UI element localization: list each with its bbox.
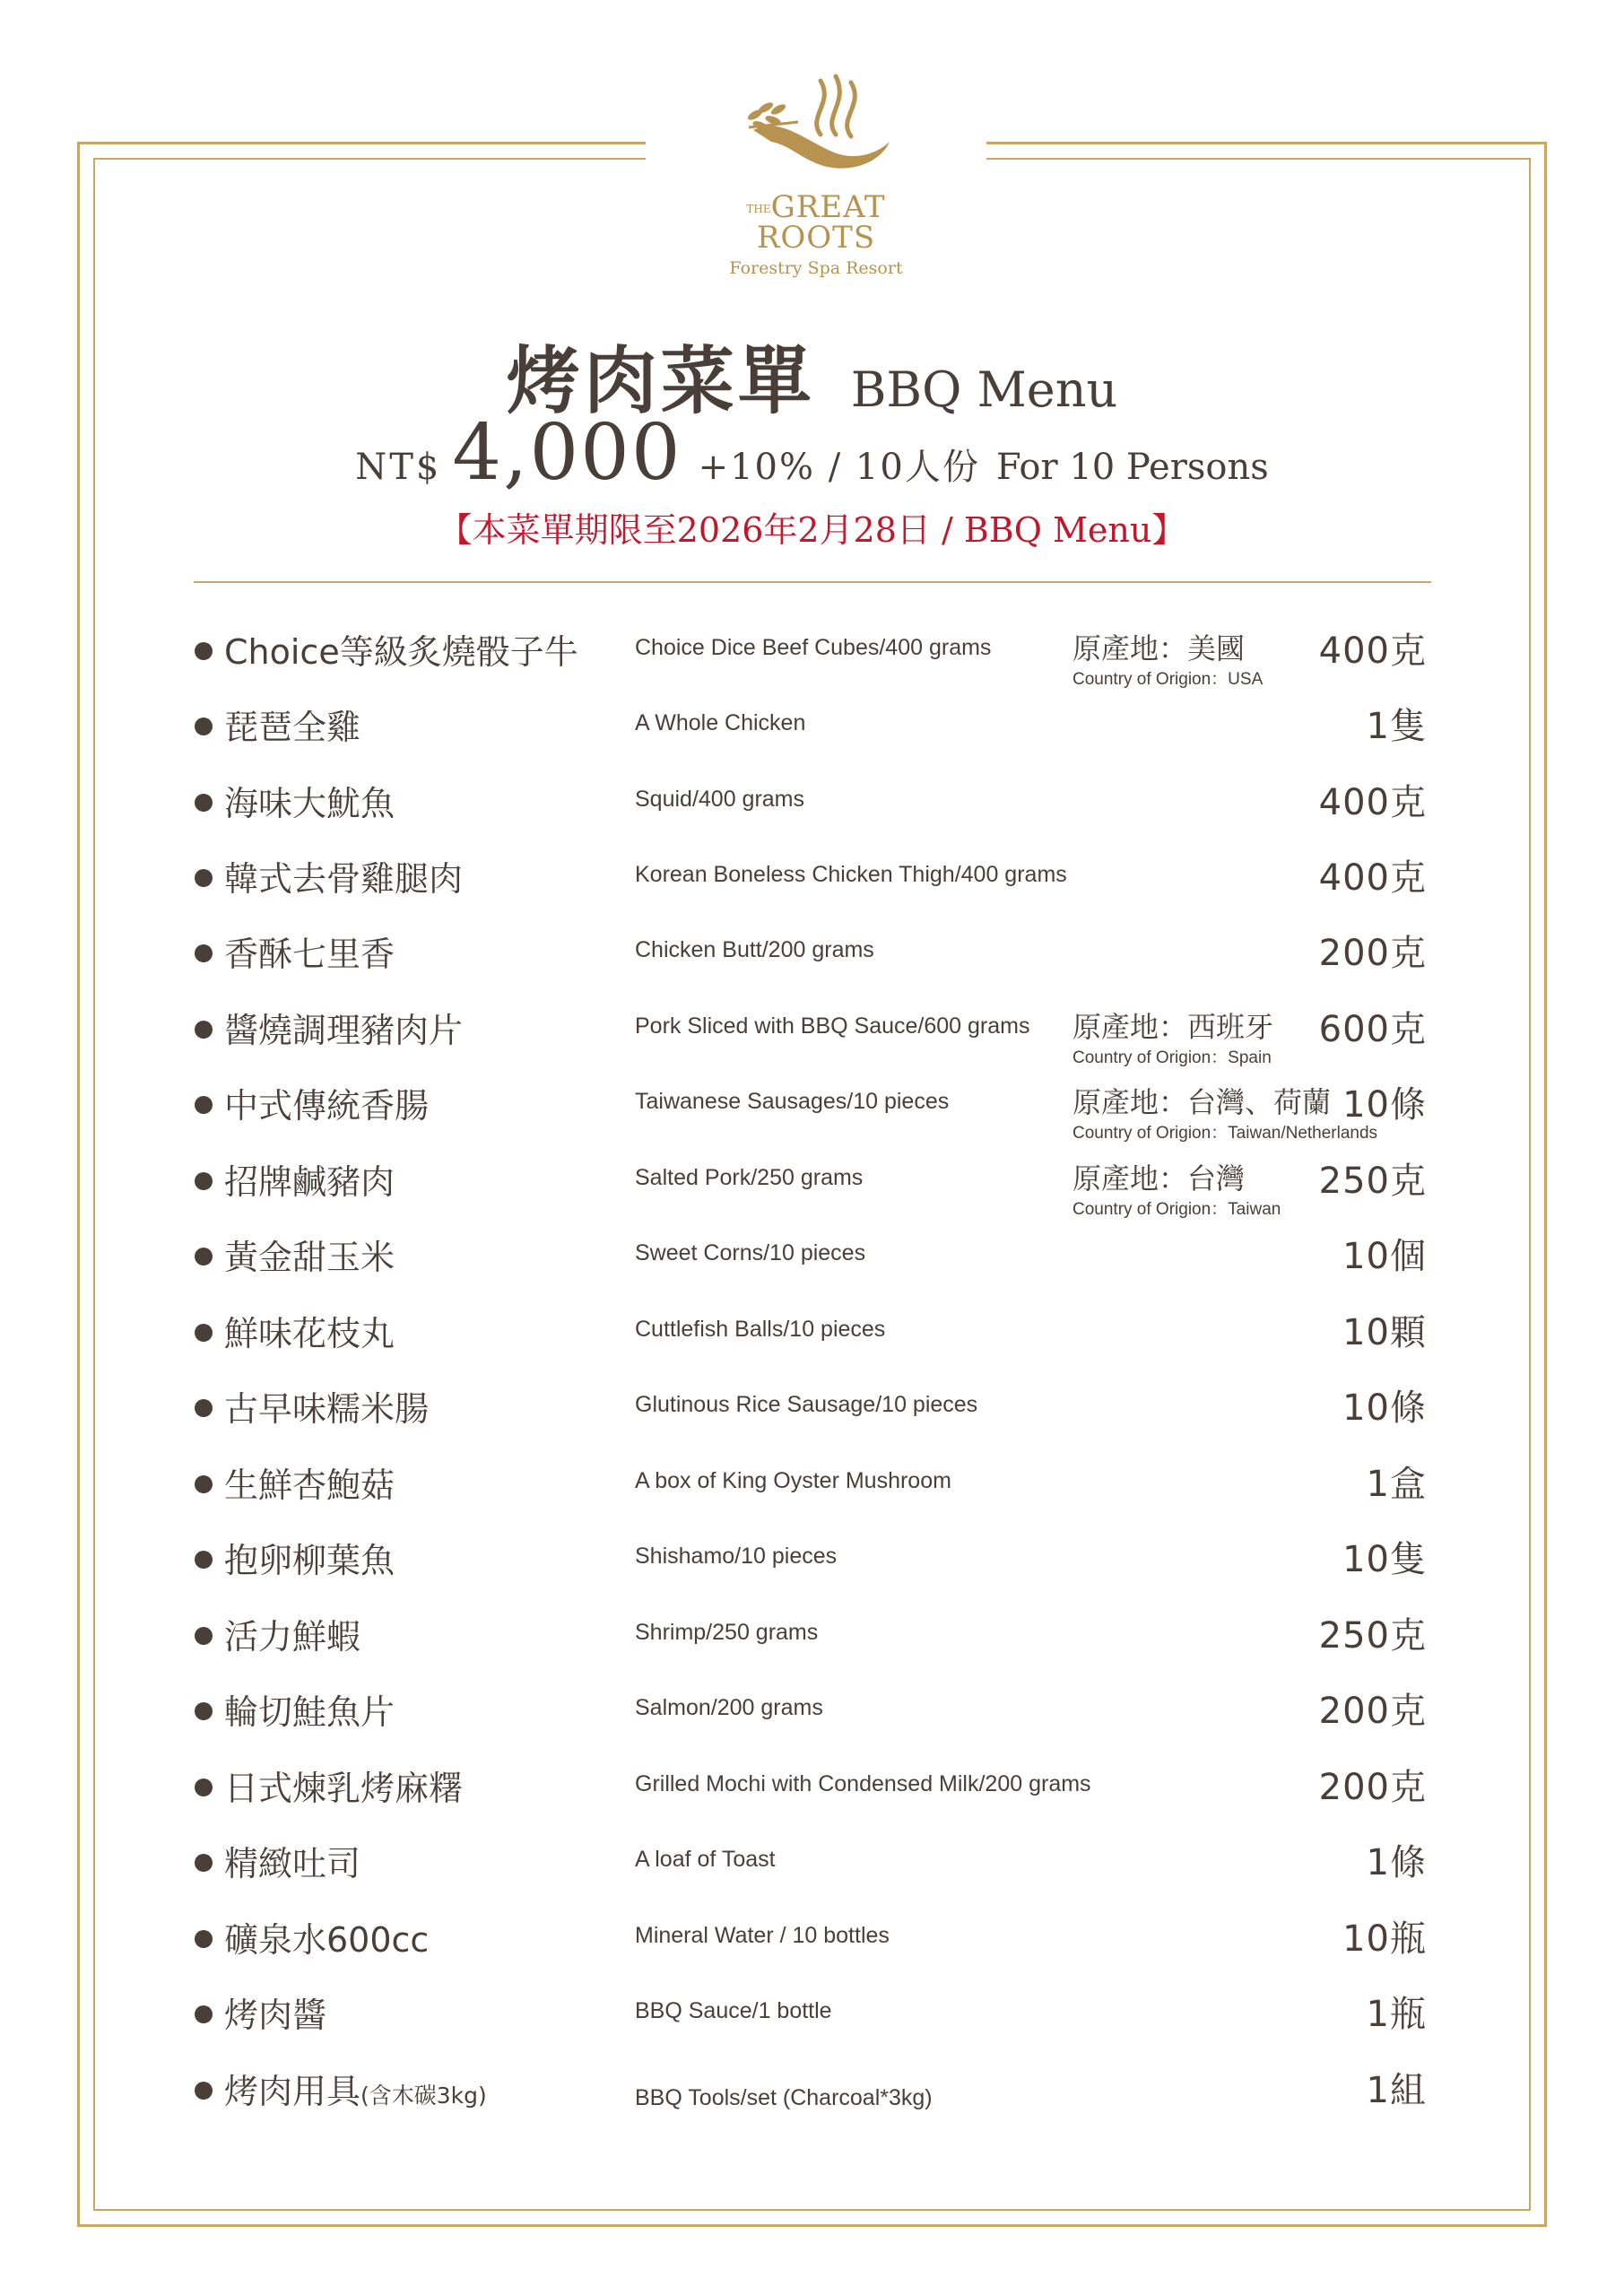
bullet-icon	[195, 2082, 213, 2100]
item-zh-name: 古早味糯米腸	[224, 1389, 430, 1429]
item-origin: 原產地：台灣	[1073, 1161, 1246, 1196]
item-origin: 原產地：西班牙	[1073, 1010, 1274, 1044]
item-zh-name: Choice等級炙燒骰子牛	[224, 632, 578, 672]
item-zh-name: 日式煉乳烤麻糬	[224, 1769, 464, 1808]
bullet-icon	[195, 718, 213, 735]
logo-name: THEGREAT ROOTS	[746, 189, 886, 256]
item-en-name: Salmon/200 grams	[635, 1695, 823, 1720]
validity-notice: 【本菜單期限至2026年2月28日 / BBQ Menu】	[438, 510, 1186, 550]
bullet-icon	[195, 1779, 213, 1796]
bullet-icon	[195, 944, 213, 962]
bullet-icon	[195, 1854, 213, 1872]
item-en-name: BBQ Tools/set (Charcoal*3kg)	[635, 2085, 933, 2110]
item-zh-name: 香酥七里香	[224, 935, 395, 974]
bullet-icon	[195, 1096, 213, 1114]
bullet-icon	[195, 1399, 213, 1417]
item-quantity: 1隻	[1366, 706, 1427, 747]
item-quantity: 10條	[1342, 1387, 1427, 1429]
bullet-icon	[195, 1930, 213, 1948]
menu-item	[0, 923, 1624, 998]
menu-item	[0, 621, 1624, 696]
item-quantity: 200克	[1318, 933, 1427, 974]
item-quantity: 10個	[1342, 1236, 1427, 1277]
menu-item	[0, 2060, 1624, 2135]
bullet-icon	[195, 869, 213, 887]
item-en-name: A Whole Chicken	[635, 710, 806, 735]
title-zh: 烤肉菜單	[506, 338, 815, 424]
item-en-name: A loaf of Toast	[635, 1847, 776, 1872]
item-zh-name: 醬燒調理豬肉片	[224, 1011, 464, 1050]
menu-item	[0, 999, 1624, 1074]
item-en-name: A box of King Oyster Mushroom	[635, 1468, 951, 1493]
bullet-icon	[195, 1627, 213, 1645]
item-zh-name: 精緻吐司	[224, 1844, 361, 1883]
bullet-icon	[195, 1551, 213, 1569]
item-zh-name: 抱卵柳葉魚	[224, 1541, 395, 1580]
item-origin-en: Country of Origion：USA	[1073, 670, 1264, 689]
item-en-name: Glutinous Rice Sausage/10 pieces	[635, 1392, 978, 1417]
item-origin-en: Country of Origion：Taiwan/Netherlands	[1073, 1124, 1378, 1143]
item-quantity: 200克	[1318, 1767, 1427, 1808]
menu-item	[0, 1832, 1624, 1908]
item-zh-name: 活力鮮蝦	[224, 1617, 361, 1657]
item-en-name: Pork Sliced with BBQ Sauce/600 grams	[635, 1013, 1030, 1039]
divider	[194, 581, 1431, 583]
item-en-name: Cuttlefish Balls/10 pieces	[635, 1317, 886, 1342]
item-zh-name: 黃金甜玉米	[224, 1238, 395, 1277]
item-zh-name: 生鮮杏鮑菇	[224, 1465, 395, 1505]
menu-item	[0, 1909, 1624, 1984]
title-en: BBQ Menu	[850, 361, 1118, 418]
item-quantity: 400克	[1318, 631, 1427, 672]
item-zh-name: 輪切鮭魚片	[224, 1692, 395, 1732]
menu-item	[0, 1605, 1624, 1681]
bullet-icon	[195, 1702, 213, 1720]
item-origin-en: Country of Origion：Spain	[1073, 1048, 1272, 1067]
price-detail: +10% / 10人份	[698, 447, 980, 488]
item-en-name: Mineral Water / 10 bottles	[635, 1923, 890, 1948]
item-quantity: 250克	[1318, 1161, 1427, 1202]
item-zh-name: 韓式去骨雞腿肉	[224, 859, 464, 899]
item-en-name: Salted Pork/250 grams	[635, 1165, 864, 1190]
resort-logo	[690, 63, 942, 278]
bullet-icon	[195, 1475, 213, 1493]
item-en-name: Sweet Corns/10 pieces	[635, 1240, 866, 1265]
menu-item	[0, 696, 1624, 771]
item-origin: 原產地：美國	[1073, 631, 1246, 665]
menu-item	[0, 1454, 1624, 1529]
item-zh-name: 鮮味花枝丸	[224, 1314, 395, 1353]
item-zh-name: 海味大魷魚	[224, 784, 395, 823]
item-quantity: 200克	[1318, 1691, 1427, 1732]
item-quantity: 400克	[1318, 857, 1427, 899]
menu-item	[0, 848, 1624, 923]
menu-item	[0, 1074, 1624, 1150]
bullet-icon	[195, 1021, 213, 1039]
menu-item	[0, 1681, 1624, 1756]
item-origin-en: Country of Origion：Taiwan	[1073, 1200, 1281, 1219]
item-quantity: 10顆	[1342, 1312, 1427, 1353]
item-en-name: Shrimp/250 grams	[635, 1620, 819, 1645]
price-en: For 10 Persons	[995, 447, 1269, 488]
item-en-name: Taiwanese Sausages/10 pieces	[635, 1089, 950, 1114]
item-zh-name: 招牌鹹豬肉	[224, 1162, 395, 1202]
item-quantity: 10瓶	[1342, 1918, 1427, 1960]
item-origin: 原產地：台灣、荷蘭	[1073, 1085, 1332, 1119]
menu-item	[0, 1151, 1624, 1226]
bullet-icon	[195, 1324, 213, 1342]
item-quantity: 1條	[1366, 1842, 1427, 1883]
item-zh-name: 琵琶全雞	[224, 708, 361, 747]
item-quantity: 250克	[1318, 1615, 1427, 1657]
item-en-name: Grilled Mochi with Condensed Milk/200 grams	[635, 1771, 1091, 1796]
item-en-name: BBQ Sauce/1 bottle	[635, 1998, 832, 2023]
item-quantity: 10條	[1342, 1084, 1427, 1126]
item-en-name: Korean Boneless Chicken Thigh/400 grams	[635, 862, 1067, 887]
menu-item	[0, 1757, 1624, 1832]
item-zh-note: (含木碳3kg)	[360, 2083, 487, 2109]
item-quantity: 1組	[1366, 2070, 1427, 2111]
item-quantity: 10隻	[1342, 1539, 1427, 1580]
price-line	[0, 408, 1624, 498]
item-quantity: 1盒	[1366, 1464, 1427, 1505]
menu-item	[0, 1984, 1624, 2059]
menu-item	[0, 1226, 1624, 1301]
bullet-icon	[195, 1172, 213, 1190]
item-zh-name: 礦泉水600cc	[224, 1920, 430, 1960]
item-en-name: Chicken Butt/200 grams	[635, 937, 874, 962]
bullet-icon	[195, 2005, 213, 2023]
bird-emblem-icon	[735, 63, 897, 188]
logo-subtitle: Forestry Spa Resort	[729, 258, 903, 278]
menu-item	[0, 1378, 1624, 1453]
item-zh-name: 烤肉用具(含木碳3kg)	[224, 2072, 487, 2111]
menu-item	[0, 1302, 1624, 1378]
bullet-icon	[195, 642, 213, 660]
price-currency: NT$	[355, 447, 442, 488]
item-zh-name: 烤肉醬	[224, 1996, 327, 2035]
item-zh-name: 中式傳統香腸	[224, 1086, 430, 1126]
bullet-icon	[195, 1248, 213, 1265]
item-en-name: Squid/400 grams	[635, 787, 805, 812]
menu-item	[0, 772, 1624, 848]
item-en-name: Shishamo/10 pieces	[635, 1544, 838, 1569]
item-en-name: Choice Dice Beef Cubes/400 grams	[635, 635, 992, 660]
menu-item	[0, 1529, 1624, 1605]
price-amount: 4,000	[452, 408, 682, 498]
item-quantity: 1瓶	[1366, 1994, 1427, 2035]
item-quantity: 600克	[1318, 1009, 1427, 1050]
bullet-icon	[195, 794, 213, 812]
item-quantity: 400克	[1318, 782, 1427, 823]
